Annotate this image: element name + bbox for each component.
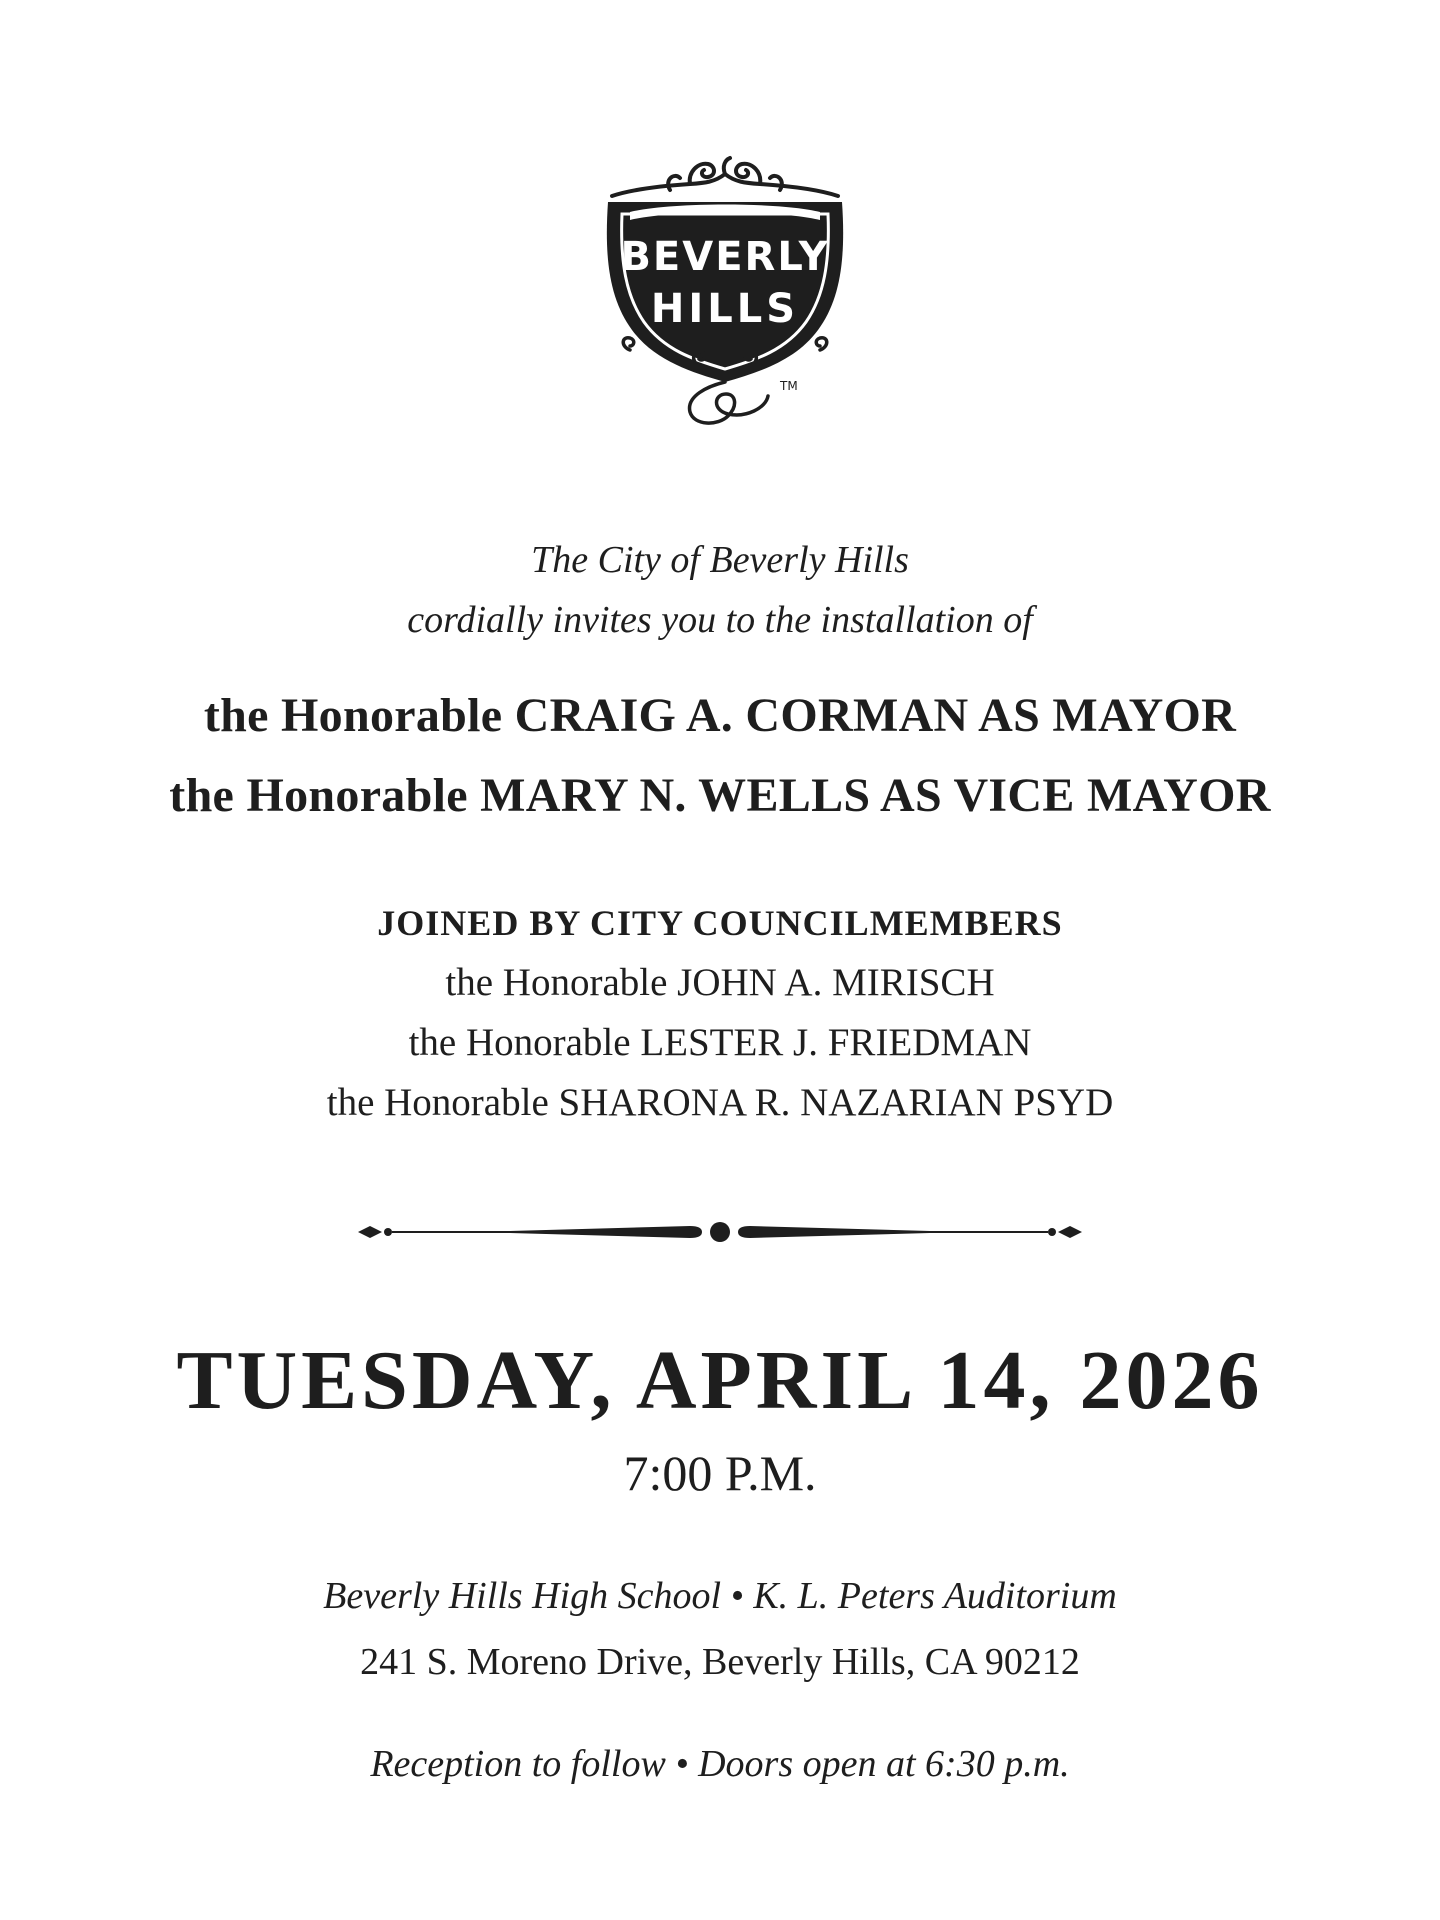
council-member: the Honorable SHARONA R. NAZARIAN PSYD [326, 1081, 1114, 1124]
event-venue: Beverly Hills High School • K. L. Peters Auditorium [323, 1575, 1117, 1617]
event-reception-note: Reception to follow • Doors open at 6:30 p.m. [370, 1743, 1070, 1785]
logo-text-beverly: BEVERLY [620, 234, 830, 280]
logo-trademark: TM [780, 379, 798, 393]
council-member: the Honorable LESTER J. FRIEDMAN [408, 1021, 1032, 1064]
ornamental-divider [350, 1212, 1090, 1252]
intro-line-1: The City of Beverly Hills [531, 539, 909, 581]
logo-top-scrollwork [612, 158, 838, 196]
intro-line-2: cordially invites you to the installation of [407, 599, 1033, 641]
beverly-hills-shield-logo [590, 150, 860, 430]
event-time: 7:00 P.M. [623, 1445, 817, 1501]
council-heading: JOINED BY CITY COUNCILMEMBERS [377, 903, 1063, 943]
event-date: TUESDAY, APRIL 14, 2026 [176, 1334, 1264, 1427]
honoree-mayor: the Honorable CRAIG A. CORMAN AS MAYOR [203, 689, 1237, 742]
logo-text-hills: HILLS [650, 286, 800, 332]
honoree-vice-mayor: the Honorable MARY N. WELLS AS VICE MAYOR [169, 769, 1271, 822]
event-address: 241 S. Moreno Drive, Beverly Hills, CA 90212 [360, 1641, 1080, 1683]
council-member: the Honorable JOHN A. MIRISCH [445, 961, 995, 1004]
